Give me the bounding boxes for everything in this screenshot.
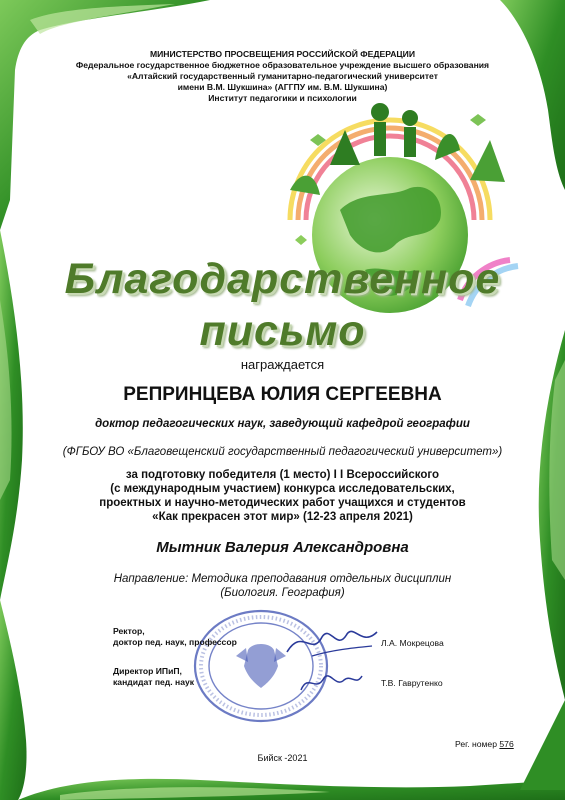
- registration-number: [455, 739, 514, 749]
- institution-type: Федеральное государственное бюджетное образовательное учреждение высшего образования: [75, 60, 490, 70]
- reason-line-1: за подготовку победителя (1 место) I I Всероссийского: [125, 469, 440, 481]
- rector-title-line-2: доктор пед. наук, профессор: [113, 636, 237, 647]
- institute-name: Институт педагогики и психологии: [208, 93, 357, 103]
- director-title-line-2: кандидат пед. наук: [113, 676, 195, 687]
- registration-value: 576: [499, 739, 514, 749]
- recipient-organization: (ФГБОУ ВО «Благовещенский государственный педагогический университет»): [62, 446, 503, 458]
- university-name: «Алтайский государственный гуманитарно-педагогический университет: [127, 71, 438, 81]
- student-name: Мытник Валерия Александровна: [156, 539, 409, 556]
- title-line-2: письмо: [199, 307, 366, 355]
- director-title-line-1: Директор ИПиП,: [113, 666, 182, 676]
- director-title: [113, 666, 194, 687]
- awarded-label: награждается: [240, 357, 325, 372]
- director-signature: [296, 668, 366, 698]
- director-name: Т.В. Гаврутенко: [381, 678, 443, 688]
- rector-name: Л.А. Мокрецова: [381, 638, 444, 648]
- recipient-position: доктор педагогических наук, заведующий кафедрой географии: [95, 418, 470, 430]
- direction-line-2: (Биология. География): [220, 587, 345, 599]
- rector-signature: [282, 622, 382, 662]
- recipient-name: РЕПРИНЦЕВА ЮЛИЯ СЕРГЕЕВНА: [123, 384, 442, 405]
- reason-line-4: «Как прекрасен этот мир» (12-23 апреля 2021): [152, 511, 413, 523]
- reason-line-3: проектных и научно-методических работ учащихся и студентов: [99, 497, 466, 509]
- ministry-header: МИНИСТЕРСТВО ПРОСВЕЩЕНИЯ РОССИЙСКОЙ ФЕДЕРАЦИИ: [149, 49, 416, 59]
- reason-line-2: (с международным участием) конкурса исследовательских,: [110, 483, 455, 495]
- rector-title: [113, 626, 237, 647]
- direction-line-1: Направление: Методика преподавания отдельных дисциплин: [113, 573, 452, 585]
- registration-label: Рег. номер: [455, 739, 497, 749]
- university-name-cont: имени В.М. Шукшина» (АГГПУ им. В.М. Шукшина): [177, 82, 388, 92]
- footer-place-year: Бийск -2021: [257, 753, 308, 763]
- rector-title-line-1: Ректор,: [113, 626, 145, 636]
- title-line-1: Благодарственное: [64, 255, 501, 303]
